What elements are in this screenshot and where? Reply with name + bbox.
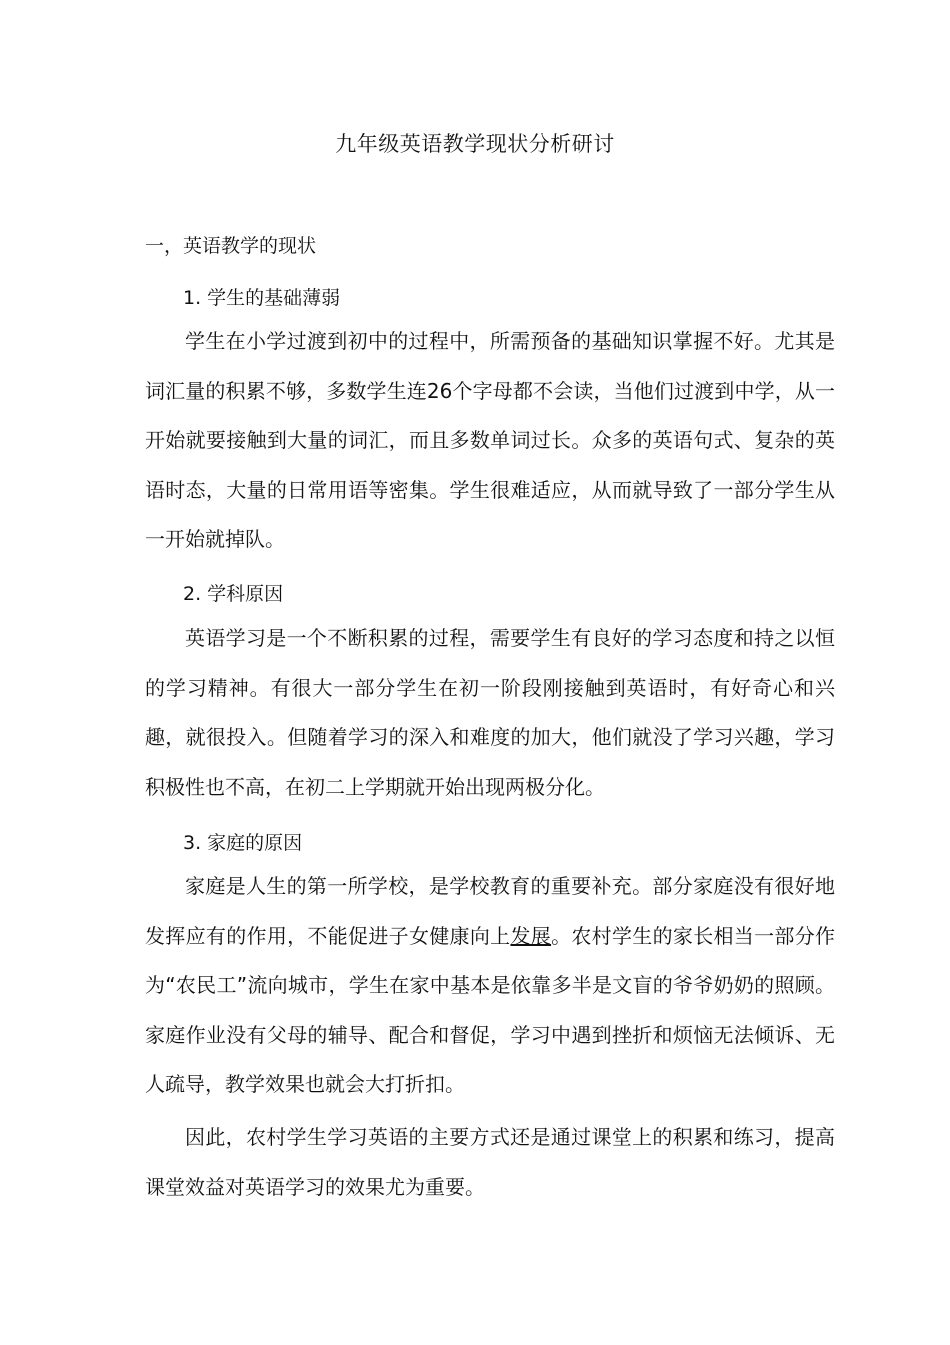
paragraph-weak-foundation: 学生在小学过渡到初中的过程中，所需预备的基础知识掌握不好。尤其是词汇量的积累不够，多数学生连26个字母都不会读，当他们过渡到中学，从一开始就要接触到大量的词汇，而且多数单词过长。众多的英语句式、复杂的英语时态，大量的日常用语等密集。学生很难适应，从而就导致了一部分学生从一开始就掉队。: [145, 329, 835, 551]
document-title: 九年级英语教学现状分析研讨: [335, 132, 615, 156]
subheading-subject-reason: 2. 学科原因: [183, 583, 284, 605]
paragraph-conclusion: 因此，农村学生学习英语的主要方式还是通过课堂上的积累和练习，提高课堂效益对英语学习的效果尤为重要。: [145, 1125, 835, 1199]
paragraph-family-reason: [145, 862, 835, 1110]
section-heading-status: 一，英语教学的现状: [145, 235, 317, 257]
subheading-weak-foundation: 1. 学生的基础薄弱: [183, 287, 341, 309]
paragraph-family-reason-part2: 。农村学生的家长相当一部分作为“农民工”流向城市，学生在家中基本是依靠多半是文盲的爷爷奶奶的照顾。家庭作业没有父母的辅导、配合和督促，学习中遇到挫折和烦恼无法倾诉、无人疏导，教学效果也就会大打折扣。: [145, 923, 836, 1096]
paragraph-family-reason-part1: 家庭是人生的第一所学校，是学校教育的重要补充。部分家庭没有很好地发挥应有的作用，不能促进子女健康向上: [145, 874, 835, 948]
subheading-family-reason: 3. 家庭的原因: [183, 832, 303, 854]
underlined-word-development: 发展: [510, 923, 552, 948]
paragraph-subject-reason: 英语学习是一个不断积累的过程，需要学生有良好的学习态度和持之以恒的学习精神。有很大一部分学生在初一阶段刚接触到英语时，有好奇心和兴趣，就很投入。但随着学习的深入和难度的加大，他们就没了学习兴趣，学习积极性也不高，在初二上学期就开始出现两极分化。: [145, 626, 835, 799]
